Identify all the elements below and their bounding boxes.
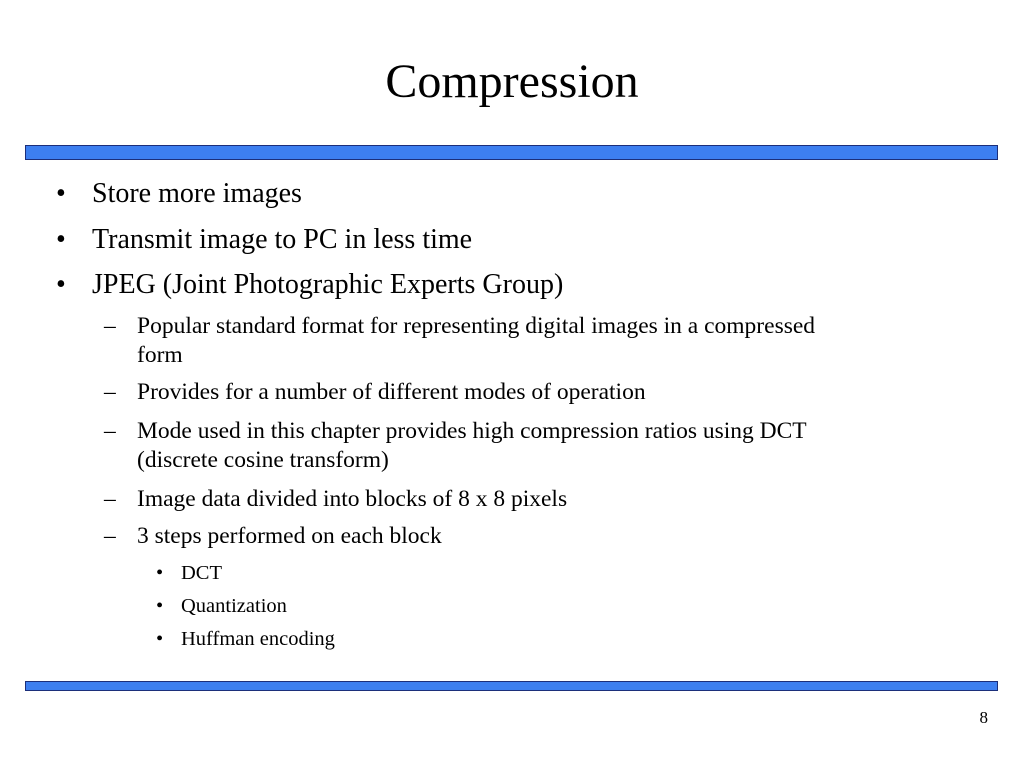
sub-bullet-item [104, 485, 568, 514]
sub-sub-bullet-text: Huffman encoding [181, 628, 335, 650]
sub-sub-bullet-marker: • [156, 628, 164, 650]
sub-sub-bullet-text: DCT [181, 562, 222, 584]
slide-title: Compression [385, 55, 639, 108]
sub-bullet-text-continued: (discrete cosine transform) [137, 447, 389, 473]
page-number: 8 [979, 708, 988, 727]
sub-bullet-marker: – [104, 313, 116, 339]
sub-bullet-item [104, 378, 646, 407]
bullet-item [56, 269, 564, 301]
sub-bullet-marker: – [104, 523, 116, 549]
bullet-item [56, 224, 473, 256]
sub-bullet-item [104, 312, 816, 370]
sub-bullet-text: Image data divided into blocks of 8 x 8 pixels [137, 486, 568, 512]
sub-sub-bullet-item [156, 561, 222, 585]
sub-bullet-item [104, 417, 807, 475]
sub-bullet-text: Popular standard format for representing digital images in a compressed [137, 313, 816, 339]
sub-sub-bullet-item [156, 594, 287, 618]
sub-bullet-text: 3 steps performed on each block [137, 523, 442, 549]
sub-sub-bullet-marker: • [156, 562, 164, 584]
bullet-marker: • [56, 178, 66, 209]
sub-bullet-item [104, 522, 442, 551]
sub-bullet-text: Mode used in this chapter provides high compression ratios using DCT [137, 418, 807, 444]
sub-bullet-marker: – [104, 418, 116, 444]
sub-bullet-marker: – [104, 379, 116, 405]
sub-sub-bullet-text: Quantization [181, 595, 287, 617]
bullet-text: Transmit image to PC in less time [92, 224, 473, 255]
bottom-divider [25, 681, 998, 691]
sub-bullet-text-continued: form [137, 342, 183, 368]
bullet-text: JPEG (Joint Photographic Experts Group) [92, 269, 564, 300]
sub-sub-bullet-marker: • [156, 595, 164, 617]
sub-bullet-marker: – [104, 486, 116, 512]
bullet-text: Store more images [92, 178, 302, 209]
top-divider [25, 145, 998, 160]
sub-sub-bullet-item [156, 627, 335, 651]
sub-bullet-text: Provides for a number of different modes of operation [137, 379, 646, 405]
bullet-item [56, 178, 302, 210]
bullet-marker: • [56, 269, 66, 300]
bullet-marker: • [56, 224, 66, 255]
